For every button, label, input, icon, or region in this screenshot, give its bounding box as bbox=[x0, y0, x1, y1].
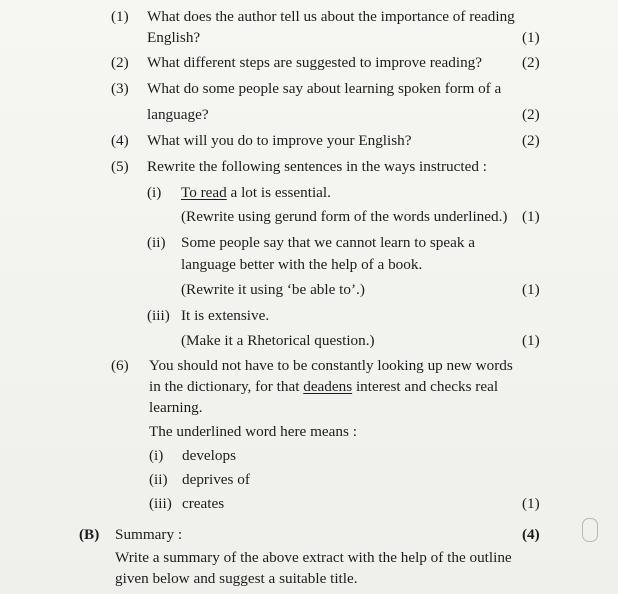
q6-option-number: (ii) bbox=[149, 471, 168, 488]
q1-number: (1) bbox=[111, 8, 129, 25]
q5-iii-instruction: (Make it a Rhetorical question.) bbox=[181, 332, 375, 349]
q5-number: (5) bbox=[111, 158, 129, 175]
q5-ii-marks: (1) bbox=[522, 281, 540, 298]
q6-text-line1: You should not have to be constantly looking up new words bbox=[149, 357, 513, 374]
q5-iii-text: It is extensive. bbox=[181, 307, 270, 324]
q3-text-line2: language? bbox=[147, 106, 209, 123]
q5-ii-instruction: (Rewrite it using ‘be able to’.) bbox=[181, 281, 365, 298]
q6-prompt: The underlined word here means : bbox=[149, 423, 357, 440]
section-b-label: (B) bbox=[79, 526, 100, 543]
q6-text-line2 bbox=[149, 377, 498, 396]
q4-text: What will you do to improve your English? bbox=[147, 132, 412, 149]
q2-text: What different steps are suggested to improve reading? bbox=[147, 54, 482, 71]
q6-line2-pre: in the dictionary, for that bbox=[149, 378, 304, 395]
section-b-marks: (4) bbox=[522, 526, 540, 543]
q3-marks: (2) bbox=[522, 106, 540, 123]
q3-text-line1: What do some people say about learning spoken form of a bbox=[147, 80, 502, 97]
q5-i-underlined: To read bbox=[181, 184, 227, 201]
section-b-line2: given below and suggest a suitable title. bbox=[115, 570, 358, 587]
q6-underlined-word: deadens bbox=[303, 378, 353, 395]
q5-i-number: (i) bbox=[147, 184, 162, 201]
q3-number: (3) bbox=[111, 80, 129, 97]
q6-text-line3: learning. bbox=[149, 399, 203, 416]
q5-ii-line2: language better with the help of a book. bbox=[181, 256, 423, 273]
q6-option-number: (i) bbox=[149, 447, 164, 464]
section-b-line1: Write a summary of the above extract with the help of the outline bbox=[115, 549, 512, 566]
q1-text-line1: What does the author tell us about the importance of reading bbox=[147, 8, 515, 25]
q5-i-rest: a lot is essential. bbox=[226, 184, 331, 201]
q5-iii-marks: (1) bbox=[522, 332, 540, 349]
q2-marks: (2) bbox=[522, 54, 540, 71]
q6-line2-post: interest and checks real bbox=[352, 378, 499, 395]
q4-marks: (2) bbox=[522, 132, 540, 149]
section-b-title: Summary : bbox=[115, 526, 183, 543]
q5-text: Rewrite the following sentences in the ways instructed : bbox=[147, 158, 487, 175]
q5-i-sentence bbox=[181, 183, 331, 202]
page-edge-mark bbox=[582, 518, 598, 542]
q5-i-instruction: (Rewrite using gerund form of the words underlined.) bbox=[181, 208, 508, 225]
q1-text-line2: English? bbox=[147, 29, 201, 46]
q6-marks: (1) bbox=[522, 495, 540, 512]
q4-number: (4) bbox=[111, 132, 129, 149]
q2-number: (2) bbox=[111, 54, 129, 71]
q5-iii-number: (iii) bbox=[147, 307, 170, 324]
q6-number: (6) bbox=[111, 357, 129, 374]
q6-option-text: deprives of bbox=[182, 471, 250, 488]
q6-option-text: develops bbox=[182, 447, 236, 464]
q5-ii-number: (ii) bbox=[147, 234, 166, 251]
q6-option-text: creates bbox=[182, 495, 225, 512]
q5-i-marks: (1) bbox=[522, 208, 540, 225]
q6-option-number: (iii) bbox=[149, 495, 172, 512]
q5-ii-line1: Some people say that we cannot learn to speak a bbox=[181, 234, 475, 251]
q1-marks: (1) bbox=[522, 29, 540, 46]
